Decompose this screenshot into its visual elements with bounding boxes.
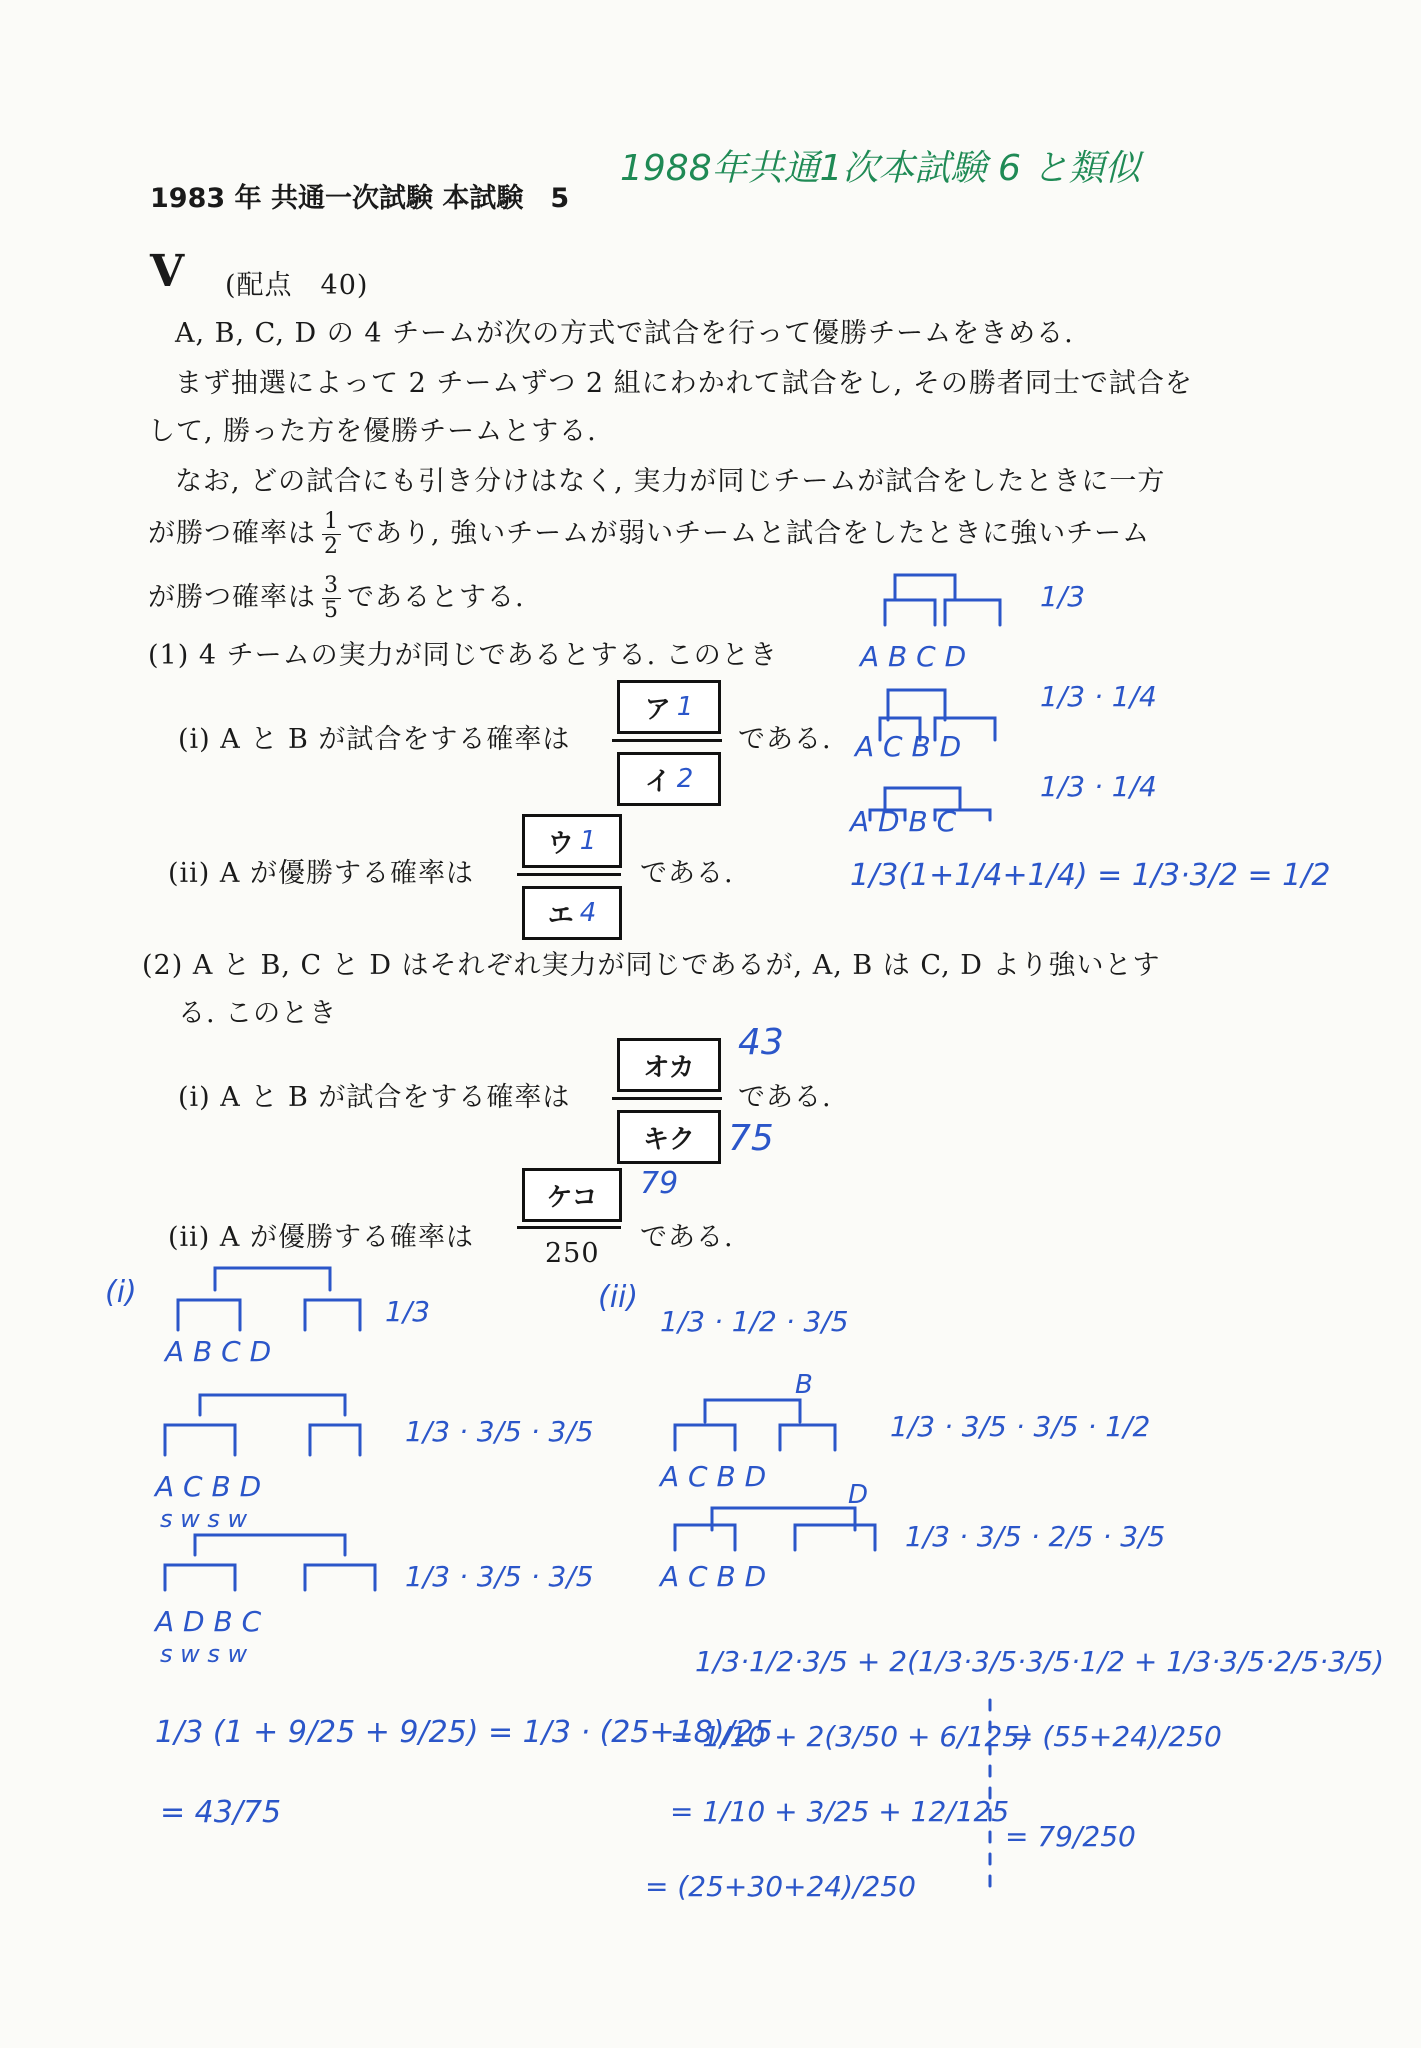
q1-ii-text: (ii) A が優勝する確率は [168,858,475,889]
q2-label-2: る. このとき [178,998,338,1029]
hw-prob: 1/3 · 3/5 · 2/5 · 3/5 [905,1520,1166,1553]
fraction-denominator: 2 [324,534,339,559]
box-label: オカ [643,1052,695,1083]
text-segment: であり, 強いチームが弱いチームと試合をしたときに強いチーム [347,518,1151,549]
hw-prob: 1/3 [1040,580,1086,613]
hw-teams: A D B C [155,1605,262,1638]
hw-winner: B [795,1370,813,1400]
q2-ii-post: である. [640,1222,734,1253]
hw-sw: s w s w [160,1505,248,1533]
box-label: ア [644,694,671,725]
handwritten-answer: 1 [579,826,597,856]
hw-teams: A C B D [155,1470,262,1503]
hw-teams: A C B D [660,1560,767,1593]
handwritten-note: 1988年共通1次本試験 6 と類似 [620,148,1141,189]
hw-equation: = 43/75 [160,1795,282,1830]
handwritten-answer: 2 [676,764,694,794]
q2-ii-text: (ii) A が優勝する確率は [168,1222,475,1253]
q1-label: (1) 4 チームの実力が同じであるとする. このとき [148,640,778,671]
fraction-denominator: 250 [545,1238,600,1269]
handwritten-answer: 79 [640,1166,679,1201]
hw-equation: 1/3 (1 + 9/25 + 9/25) = 1/3 · (25+18)/25 [155,1715,773,1750]
paragraph-3a: なお, どの試合にも引き分けはなく, 実力が同じチームが試合をしたときに一方 [175,466,1166,497]
hw-prob: 1/3 · 3/5 · 3/5 [405,1415,594,1448]
q1-i-text: (i) A と B が試合をする確率は [178,724,571,755]
paragraph-1: A, B, C, D の 4 チームが次の方式で試合を行って優勝チームをきめる. [175,318,1074,349]
hw-equation: = (25+30+24)/250 [645,1870,916,1903]
section-mark: V [150,246,185,297]
hw-prob: 1/3 · 1/4 [1040,770,1157,803]
hw-prob: 1/3 · 1/4 [1040,680,1157,713]
text-segment: が勝つ確率は [148,518,316,549]
box-label: ケコ [546,1182,598,1213]
hw-equation: = 79/250 [1005,1820,1136,1853]
hw-sw: s w s w [160,1640,248,1668]
fraction-denominator: 5 [324,598,339,623]
handwritten-answer: 4 [579,898,597,928]
q2-i-post: である. [738,1082,832,1113]
hw-equation: = 1/10 + 2(3/50 + 6/125) [670,1720,1031,1753]
hw-label: (ii) [598,1280,639,1315]
hw-teams: A D B C [850,805,957,838]
q1-i-post: である. [738,724,832,755]
text-segment: が勝つ確率は [148,582,316,613]
box-label: キク [642,1124,695,1155]
hw-teams: A C B D [660,1460,767,1493]
hw-prob: 1/3 [385,1295,431,1328]
hw-equation: 1/3(1+1/4+1/4) = 1/3·3/2 = 1/2 [850,858,1331,893]
paragraph-2b: して, 勝った方を優勝チームとする. [148,416,597,447]
hw-prob: 1/3 · 1/2 · 3/5 [660,1305,849,1338]
hw-teams: A B C D [860,640,967,673]
hw-equation: = 1/10 + 3/25 + 12/125 [670,1795,1010,1828]
paragraph-2a: まず抽選によって 2 チームずつ 2 組にわかれて試合をし, その勝者同士で試合を [175,368,1193,399]
hw-prob: 1/3 · 3/5 · 3/5 · 1/2 [890,1410,1151,1443]
fraction-numerator: 1 [324,509,339,534]
hw-label: (i) [105,1275,137,1310]
q1-ii-post: である. [640,858,734,889]
section-points: (配点 40) [225,270,369,301]
hw-equation: 1/3·1/2·3/5 + 2(1/3·3/5·3/5·1/2 + 1/3·3/5·2/5·3/5) [695,1645,1385,1678]
hw-teams: A B C D [165,1335,272,1368]
box-label: エ [547,900,574,931]
box-label: ウ [547,828,574,859]
hw-prob: 1/3 · 3/5 · 3/5 [405,1560,594,1593]
handwritten-answer: 1 [676,692,694,722]
handwritten-answer: 43 [738,1022,784,1063]
box-label: イ [644,766,671,797]
handwritten-answer: 75 [728,1118,774,1159]
fraction-numerator: 3 [324,573,339,598]
hw-winner: D [848,1480,869,1510]
q2-label-1: (2) A と B, C と D はそれぞれ実力が同じであるが, A, B は C, D より強いとす [142,950,1161,981]
page-title: 1983 年 共通一次試験 本試験 5 [150,183,570,214]
q2-i-text: (i) A と B が試合をする確率は [178,1082,571,1113]
hw-equation: = (55+24)/250 [1010,1720,1222,1753]
text-segment: であるとする. [347,582,525,613]
hw-teams: A C B D [855,730,962,763]
